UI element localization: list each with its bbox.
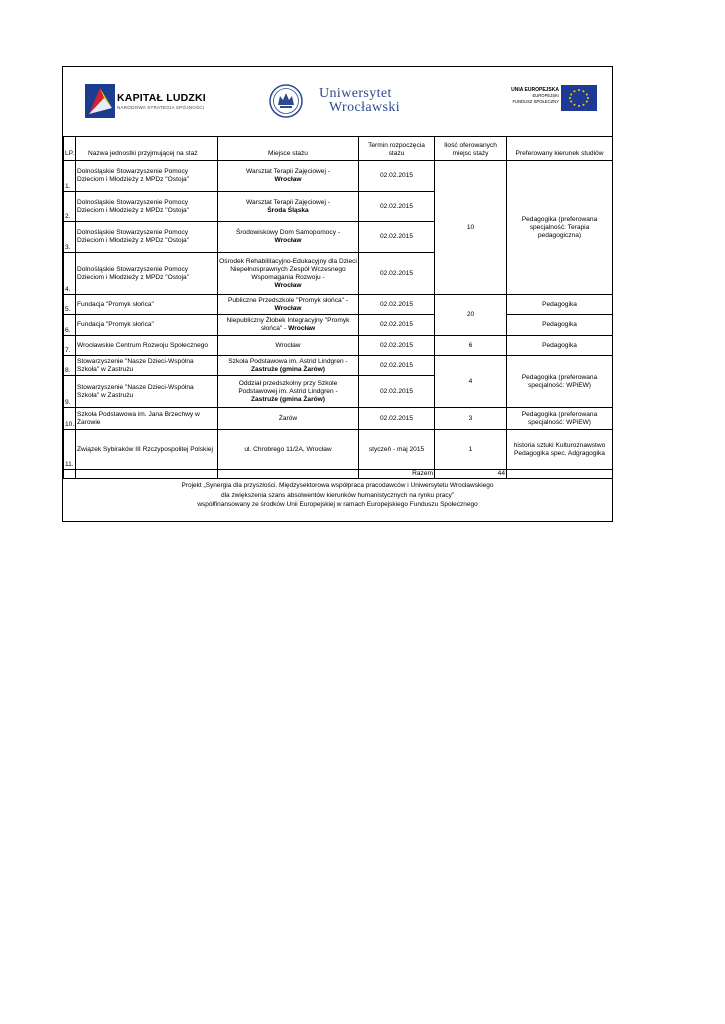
row-place-city: Wrocław (274, 176, 302, 183)
eu-line2: EUROPEJSKI (532, 93, 559, 99)
row-place (218, 161, 359, 192)
university-name-line2: Wrocławski (329, 100, 401, 115)
row-lp: 10. (64, 408, 76, 430)
table-sum-row (64, 470, 613, 479)
row-field: Pedagogika (preferowana specjalność: Terapia pedagogiczna) (507, 161, 613, 295)
column-header-name: Nazwa jednostki przyjmującej na staż (76, 137, 218, 161)
row-place (218, 192, 359, 222)
row-field: historia sztuki Kulturoznawstwo Pedagogika spec. Adgragogika (507, 430, 613, 470)
row-lp: 6. (64, 315, 76, 336)
logo-bar (63, 67, 612, 137)
kapital-ludzki-logo (85, 84, 225, 124)
row-place-city: Środa Śląska (267, 206, 309, 214)
university-name-line1: Uniwersytet (319, 86, 392, 101)
row-count: 3 (435, 408, 507, 430)
footer-line2: dla zwiększenia szans absolwentów kierunków humanistycznych na rynku pracy” (220, 491, 455, 499)
row-count: 1 (435, 430, 507, 470)
row-place-text: Publiczne Przedszkole "Promyk słońca" - (227, 296, 349, 304)
european-union-logo (501, 85, 601, 113)
uniwersytet-wroclawski-logo (269, 84, 429, 120)
row-place-city: Wrocław (274, 281, 302, 289)
row-name: Związek Sybiraków III Rzczypospolitej Polskiej (76, 430, 218, 470)
row-place-text: Warsztat Terapii Zajęciowej - (246, 198, 330, 206)
column-header-lp: LP. (64, 137, 76, 161)
row-term: 02.02.2015 (359, 253, 435, 295)
sum-empty-cell (218, 470, 359, 479)
row-place-text: Środowiskowy Dom Samopomocy - (235, 229, 341, 236)
sum-label: Razem (359, 470, 435, 479)
row-lp: 9. (64, 376, 76, 408)
row-lp: 5. (64, 295, 76, 315)
row-place (218, 376, 359, 408)
row-term: 02.02.2015 (359, 222, 435, 253)
row-field: Pedagogika (preferowana specjalność: WPiEW) (507, 408, 613, 430)
sum-empty-cell (76, 470, 218, 479)
internship-table (63, 136, 613, 479)
row-lp: 7. (64, 336, 76, 356)
column-header-field: Preferowany kierunek studiów (507, 137, 613, 161)
row-name: Dolnośląskie Stowarzyszenie Pomocy Dzieciom i Młodzieży z MPDz "Ostoja" (76, 253, 218, 295)
row-name: Stowarzyszenie "Nasze Dzieci-Wspólna Szkoła" w Zastrużu (76, 356, 218, 376)
row-term: 02.02.2015 (359, 315, 435, 336)
row-place (218, 253, 359, 295)
row-term: 02.02.2015 (359, 376, 435, 408)
row-lp: 4. (64, 253, 76, 295)
row-lp: 1. (64, 161, 76, 192)
footer-line1: Projekt „Synergia dla przyszłości. Międzysektorowa współpraca pracodawców i Uniwersytetu Wrocławskiego (181, 482, 494, 489)
row-place-text: Niepubliczny Żłobek Integracyjny "Promyk słońca" - (226, 317, 350, 332)
table-row (64, 315, 613, 336)
row-term: styczeń - maj 2015 (359, 430, 435, 470)
row-place-text: Warsztat Terapii Zajęciowej - (246, 168, 330, 175)
row-place-text: Szkoła Podstawowa im. Astrid Lindgren - (228, 357, 348, 365)
eu-text-block (501, 88, 559, 104)
project-footer (63, 481, 612, 510)
row-name: Fundacja "Promyk słońca" (76, 315, 218, 336)
row-term: 02.02.2015 (359, 192, 435, 222)
table-row (64, 408, 613, 430)
row-lp: 2. (64, 192, 76, 222)
column-header-count: Ilość oferowanych miejsc staży (435, 137, 507, 161)
row-place (218, 295, 359, 315)
row-term: 02.02.2015 (359, 295, 435, 315)
row-name: Dolnośląskie Stowarzyszenie Pomocy Dzieciom i Młodzieży z MPDz "Ostoja" (76, 222, 218, 253)
table-header-row (64, 137, 613, 161)
row-count: 4 (435, 356, 507, 408)
row-field: Pedagogika (507, 315, 613, 336)
row-place-city: Wrocław (218, 336, 359, 356)
row-count: 6 (435, 336, 507, 356)
table-row (64, 336, 613, 356)
row-place-city: Zastrużе (gmina Żarów) (250, 395, 325, 403)
column-header-place: Miejsce stażu (218, 137, 359, 161)
kapital-ludzki-emblem-icon (85, 84, 115, 118)
row-term: 02.02.2015 (359, 356, 435, 376)
eu-flag-icon (561, 85, 597, 111)
row-lp: 3. (64, 222, 76, 253)
row-place-city: Wrocław (274, 237, 302, 244)
row-term: 02.02.2015 (359, 161, 435, 192)
footer-line3: współfinansowany ze środków Unii Europejskiej w ramach Europejskiego Funduszu Społecznego (197, 501, 478, 509)
eu-line3: FUNDUSZ SPOŁECZNY (512, 98, 559, 104)
row-place-text: Ośrodek Rehabilitacyjno-Edukacyjny dla Dzieci Niepełnosprawnych Zespół Wczesnego Wspomagania Rozwoju - (219, 257, 357, 281)
row-term: 02.02.2015 (359, 408, 435, 430)
row-place-city: Zastrużе (gmina Żarów) (250, 365, 325, 373)
row-place-city: Wrocław (288, 325, 316, 332)
row-name: Fundacja "Promyk słońca" (76, 295, 218, 315)
column-header-term: Termin rozpoczęcia stażu (359, 137, 435, 161)
row-count: 20 (435, 295, 507, 336)
university-crest-icon (269, 84, 303, 118)
row-place: ul. Chrobrego 11/2A, Wrocław (218, 430, 359, 470)
row-name: Dolnośląskie Stowarzyszenie Pomocy Dzieciom i Młodzieży z MPDz "Ostoja" (76, 192, 218, 222)
kapital-ludzki-subtitle: NARODOWA STRATEGIA SPÓJNOŚCI (117, 105, 205, 110)
sum-empty-cell (507, 470, 613, 479)
row-place-text: Oddział przedszkolny przy Szkole Podstawowej im. Astrid Lindgren - (238, 379, 338, 395)
row-field: Pedagogika (preferowana specjalność: WPiEW) (507, 356, 613, 408)
row-place-city: Wrocław (274, 304, 302, 312)
row-place (218, 356, 359, 376)
document-frame (62, 66, 613, 522)
sum-value: 44 (435, 470, 507, 479)
row-place (218, 315, 359, 336)
row-name: Szkoła Podstawowa im. Jana Brzechwy w Żarowie (76, 408, 218, 430)
row-term: 02.02.2015 (359, 336, 435, 356)
row-lp: 8. (64, 356, 76, 376)
row-field: Pedagogika (507, 295, 613, 315)
row-lp: 11. (64, 430, 76, 470)
kapital-ludzki-title: KAPITAŁ LUDZKI (117, 92, 206, 104)
table-row (64, 430, 613, 470)
row-field: Pedagogika (507, 336, 613, 356)
sum-empty-cell (64, 470, 76, 479)
table-row (64, 356, 613, 376)
row-count: 10 (435, 161, 507, 295)
table-row (64, 161, 613, 192)
eu-line1: UNIA EUROPEJSKA (511, 87, 559, 93)
table-row (64, 295, 613, 315)
row-name: Dolnośląskie Stowarzyszenie Pomocy Dzieciom i Młodzieży z MPDz "Ostoja" (76, 161, 218, 192)
row-name: Wrocławskie Centrum Rozwoju Społecznego (76, 336, 218, 356)
row-place (218, 222, 359, 253)
row-place-city: Żarów (218, 408, 359, 430)
row-name: Stowarzyszenie "Nasze Dzieci-Wspólna Szkoła" w Zastrużu (76, 376, 218, 408)
